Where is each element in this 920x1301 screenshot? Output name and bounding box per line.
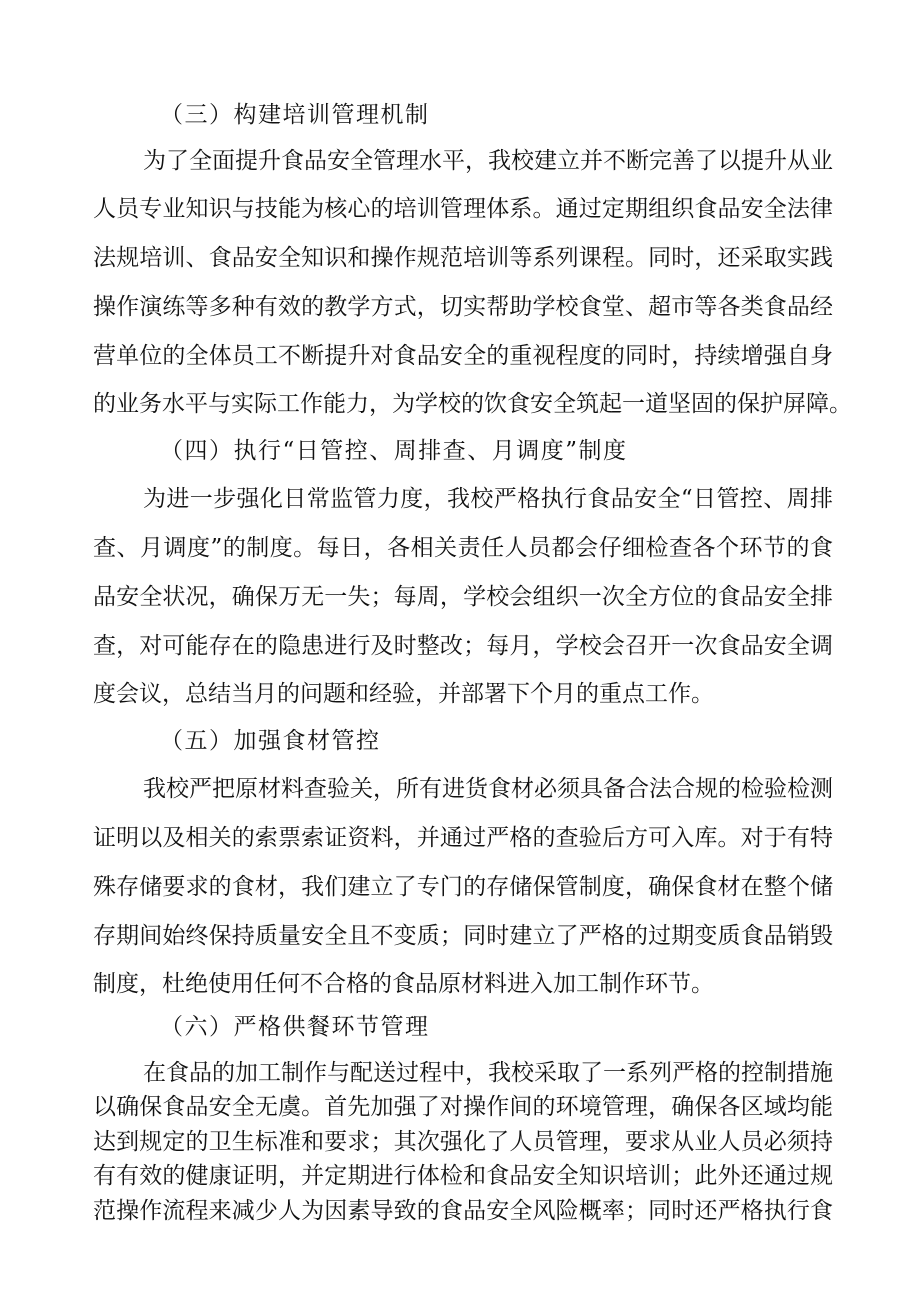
paragraph-line: 范操作流程来减少人为因素导致的食品安全风险概率；同时还严格执行食 [93, 1198, 833, 1224]
section-heading-5: （五）加强食材管控 [160, 728, 381, 754]
paragraph-line: 我校严把原材料查验关，所有进货食材必须具备合法合规的检验检测 [143, 776, 833, 802]
paragraph-line: 殊存储要求的食材，我们建立了专门的存储保管制度，确保食材在整个储 [93, 874, 833, 900]
paragraph-line: 达到规定的卫生标准和要求；其次强化了人员管理，要求从业人员必须持 [93, 1129, 833, 1155]
section-heading-3: （三）构建培训管理机制 [160, 102, 430, 128]
paragraph-line: 查，对可能存在的隐患进行及时整改；每月，学校会召开一次食品安全调 [93, 633, 833, 659]
paragraph-line: 为进一步强化日常监管力度，我校严格执行食品安全“日管控、周排 [143, 486, 833, 512]
paragraph-line: 操作演练等多种有效的教学方式，切实帮助学校食堂、超市等各类食品经 [93, 294, 833, 320]
paragraph-line: 为了全面提升食品安全管理水平，我校建立并不断完善了以提升从业 [143, 148, 833, 174]
paragraph-line: 查、月调度”的制度。每日，各相关责任人员都会仔细检查各个环节的食 [93, 535, 833, 561]
paragraph-line: 法规培训、食品安全知识和操作规范培训等系列课程。同时，还采取实践 [93, 245, 833, 271]
paragraph-line: 制度，杜绝使用任何不合格的食品原材料进入加工制作环节。 [93, 971, 714, 997]
paragraph-line: 在食品的加工制作与配送过程中，我校采取了一系列严格的控制措施 [143, 1060, 833, 1086]
paragraph-line: 度会议，总结当月的问题和经验，并部署下个月的重点工作。 [93, 681, 714, 707]
paragraph-line: 有有效的健康证明，并定期进行体检和食品安全知识培训；此外还通过规 [93, 1163, 833, 1189]
paragraph-line: 以确保食品安全无虞。首先加强了对操作间的环境管理，确保各区域均能 [93, 1094, 833, 1120]
paragraph-line: 品安全状况，确保万无一失；每周，学校会组织一次全方位的食品安全排 [93, 584, 833, 610]
paragraph-line: 人员专业知识与技能为核心的培训管理体系。通过定期组织食品安全法律 [93, 196, 833, 222]
paragraph-line: 证明以及相关的索票索证资料，并通过严格的查验后方可入库。对于有特 [93, 825, 833, 851]
paragraph-line: 营单位的全体员工不断提升对食品安全的重视程度的同时，持续增强自身 [93, 343, 833, 369]
section-heading-6: （六）严格供餐环节管理 [160, 1014, 430, 1040]
paragraph-line: 的业务水平与实际工作能力，为学校的饮食安全筑起一道坚固的保护屏障。 [93, 391, 852, 417]
paragraph-line: 存期间始终保持质量安全且不变质；同时建立了严格的过期变质食品销毁 [93, 923, 833, 949]
section-heading-4: （四）执行“日管控、周排查、月调度”制度 [160, 438, 628, 464]
